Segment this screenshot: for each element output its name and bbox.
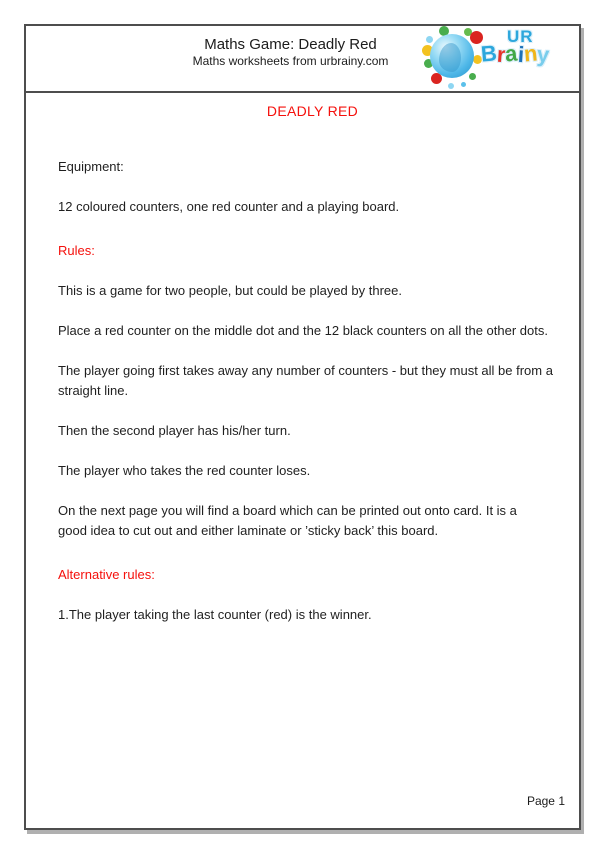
page-subtitle: Maths worksheets from urbrainy.com (192, 54, 389, 68)
paragraph-line: Then the second player has his/her turn. (58, 423, 291, 438)
paragraph-line: The player who takes the red counter loses. (58, 463, 311, 478)
page-title: Maths Game: Deadly Red (204, 36, 377, 53)
urbrainy-globe-icon (425, 29, 481, 85)
page-number: Page 1 (526, 794, 565, 808)
paragraph-line: This is a game for two people, but could be played by three. (58, 283, 402, 298)
section-heading-line: Alternative rules: (58, 567, 155, 582)
logo-word-brainy (479, 40, 551, 68)
paragraph-rule-first-move (58, 361, 567, 401)
paragraph-line: Place a red counter on the middle dot and the 12 black counters on all the other dots. (58, 323, 548, 338)
logo-dot (426, 36, 433, 43)
page-content (26, 93, 579, 625)
logo-letter: a (504, 40, 519, 67)
paragraph-equipment-list (58, 197, 567, 217)
section-heading-alternative-rules (58, 565, 567, 585)
paragraph-board-note (58, 501, 567, 541)
logo-letter: i (516, 41, 525, 68)
section-heading-line: Rules: (58, 243, 95, 258)
logo-dot (469, 73, 476, 80)
paragraph-rule-setup (58, 321, 567, 341)
paragraph-line: The player going first takes away any number of counters - but they must all be from a (58, 363, 553, 378)
logo-letter: B (479, 40, 498, 67)
paragraph-rule-second-player (58, 421, 567, 441)
logo-letter: n (522, 40, 539, 67)
paragraph-alternative-rule-1 (58, 605, 567, 625)
logo-text (479, 27, 551, 68)
paragraph-line: 1.The player taking the last counter (red) is the winner. (58, 607, 372, 622)
logo-letter: U (507, 27, 521, 46)
logo-letter: r (495, 41, 507, 68)
logo-letter: R (520, 27, 534, 46)
paragraph-line: On the next page you will find a board which can be printed out onto card. It is a (58, 503, 517, 518)
page-header (26, 26, 579, 93)
paragraph-equipment-label (58, 157, 567, 177)
logo-dot (461, 82, 466, 87)
logo-letter: y (536, 41, 551, 68)
paragraph-line: Equipment: (58, 159, 124, 174)
paragraph-rule-players (58, 281, 567, 301)
logo-dot (448, 83, 454, 89)
worksheet-page (24, 24, 581, 830)
paragraph-rule-lose (58, 461, 567, 481)
globe-head-silhouette (439, 43, 461, 72)
paragraph-line: straight line. (58, 383, 129, 398)
section-heading-rules (58, 241, 567, 261)
urbrainy-logo (423, 27, 575, 90)
paragraph-line: good idea to cut out and either laminate or ’sticky back’ this board. (58, 523, 439, 538)
paragraph-line: 12 coloured counters, one red counter and a playing board. (58, 199, 400, 214)
doc-heading: DEADLY RED (266, 103, 359, 119)
